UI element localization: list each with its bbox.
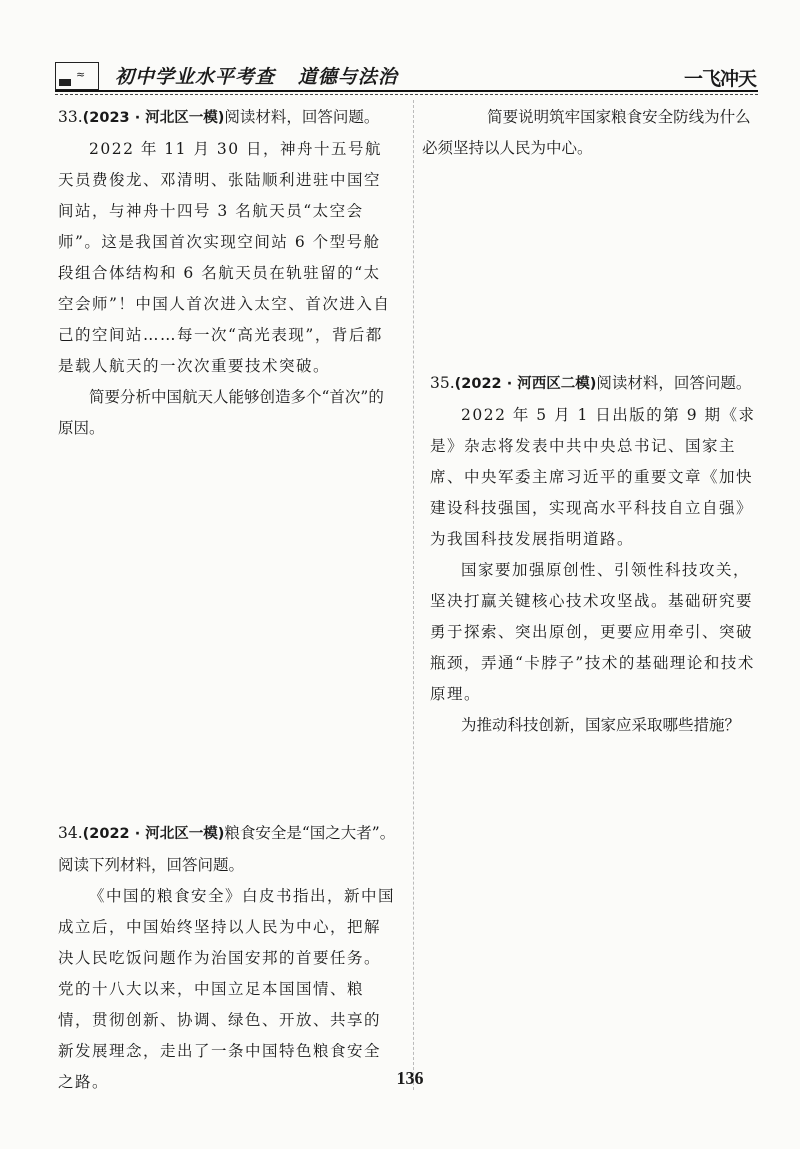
question-heading: [58, 818, 396, 881]
question-33: [58, 102, 396, 444]
question-lead: 阅读材料，回答问题。: [224, 108, 380, 126]
question-source: (2023 · 河北区一模): [82, 110, 225, 126]
question-heading: [58, 102, 396, 134]
page-number: 136: [396, 1068, 424, 1088]
question-number: 33.: [58, 108, 83, 126]
question-lead: 阅读材料，回答问题。: [596, 374, 752, 392]
book-logo-icon: ≈: [55, 62, 99, 90]
question-source: (2022 · 河北区一模): [82, 826, 225, 842]
question-34-continued: [422, 102, 760, 164]
question-source: (2022 · 河西区二模): [454, 376, 597, 392]
series-title: 初中学业水平考查 道德与法治: [115, 66, 398, 88]
question-material: 2022 年 11 月 30 日，神舟十五号航天员费俊龙、邓清明、张陆顺利进驻中国空间站，与神舟十四号 3 名航天员“太空会师”。这是我国首次实现空间站 6 个型号舱段组合体结构和 6 名航天员在轨驻留的“太空会师”！中国人首次进入太空、首次进入自己的空间站……每一次“高光表现”，背后都是载人航天的一次次重要技术突破。: [58, 140, 391, 375]
question-35: [430, 368, 760, 741]
question-prompt: 为推动科技创新，国家应采取哪些措施？: [461, 716, 741, 734]
column-divider: [413, 100, 414, 1090]
brand-logo: 一飞冲天: [683, 68, 756, 90]
question-number: 35.: [430, 374, 455, 392]
question-heading: [430, 368, 760, 400]
question-prompt: 简要说明筑牢国家粮食安全防线为什么必须坚持以人民为中心。: [422, 108, 751, 157]
header-rule: [55, 90, 758, 92]
question-material: 国家要加强原创性、引领性科技攻关，坚决打赢关键核心技术攻坚战。基础研究要勇于探索、突出原创，更要应用牵引、突破瓶颈，弄通“卡脖子”技术的基础理论和技术原理。: [430, 561, 755, 703]
question-lead: 粮食安全是“国之大者”。阅读下列材料，回答问题。: [58, 824, 396, 874]
question-material: 2022 年 5 月 1 日出版的第 9 期《求是》杂志将发表中共中央总书记、国家主席、中央军委主席习近平的重要文章《加快建设科技强国，实现高水平科技自立自强》为我国科技发展指明道路。: [430, 406, 756, 548]
question-prompt: 简要分析中国航天人能够创造多个“首次”的原因。: [58, 388, 384, 437]
header-rule-dashed: [55, 94, 758, 95]
question-material: 《中国的粮食安全》白皮书指出，新中国成立后，中国始终坚持以人民为中心，把解决人民吃饭问题作为治国安邦的首要任务。党的十八大以来，中国立足本国国情、粮情，贯彻创新、协调、绿色、开放、共享的新发展理念，走出了一条中国特色粮食安全之路。: [58, 887, 396, 1091]
question-34: [58, 818, 396, 1098]
page-header: [55, 60, 758, 94]
question-number: 34.: [58, 824, 83, 842]
